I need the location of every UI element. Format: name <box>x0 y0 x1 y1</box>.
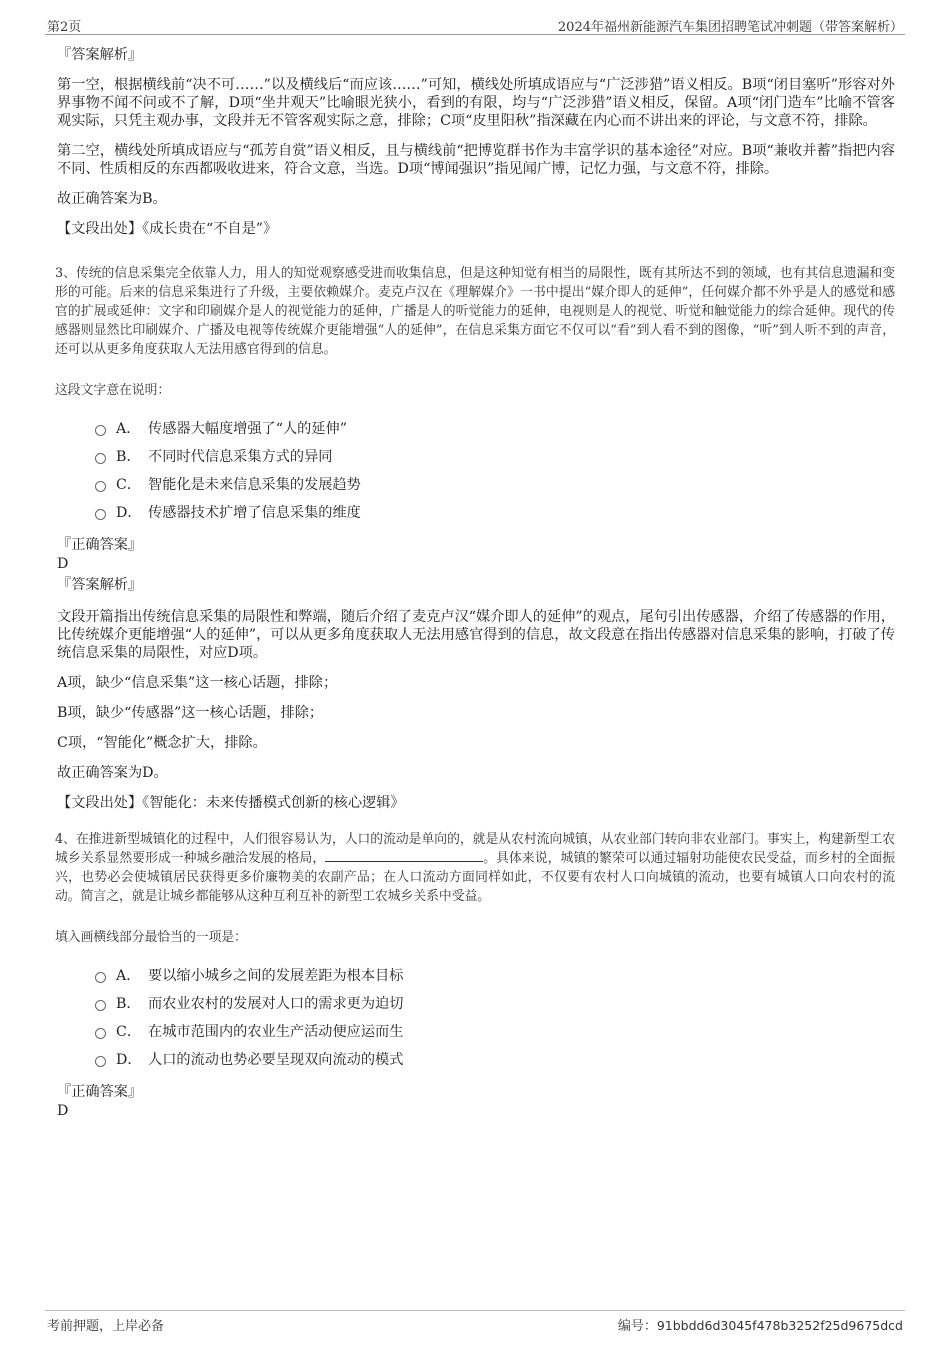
option-d[interactable] <box>95 498 895 526</box>
option-a[interactable] <box>95 961 895 989</box>
question-prompt: 填入画横线部分最恰当的一项是： <box>55 930 247 945</box>
correct-answer: D <box>57 1103 69 1119</box>
option-list <box>95 961 895 1073</box>
question-prompt: 这段文字意在说明： <box>55 383 171 398</box>
option-c[interactable] <box>95 470 895 498</box>
option-letter: D． <box>116 505 142 521</box>
option-d[interactable] <box>95 1045 895 1073</box>
fill-blank <box>325 849 483 862</box>
option-c[interactable] <box>95 1017 895 1045</box>
analysis-paragraph: 第二空，横线处所填成语应与“孤芳自赏”语义相反，且与横线前“把博览群书作为丰富学识的基本途径”对应。B项“兼收并蓄”指把内容不同、性质相反的东西都吸收进来，符合文意，当选。D项“博闻强识”指见闻广博，记忆力强，与文意不符，排除。 <box>57 143 895 177</box>
page-footer <box>45 1310 905 1333</box>
option-letter: B． <box>116 449 141 465</box>
option-text: 在城市范围内的农业生产活动便应运而生 <box>148 1024 404 1040</box>
footer-code <box>618 1315 903 1334</box>
analysis-paragraph: 第一空，根据横线前“决不可……”以及横线后“而应该……”可知，横线处所填成语应与“广泛涉猎”语义相反。B项“闭目塞听”形容对外界事物不闻不问或不了解，D项“坐井观天”比喻眼光狭小，看到的有限，均与“广泛涉猎”语义相反，保留。A项“闭门造车”比喻不管客观实际，只凭主观办事，文段并无不管客观实际之意，排除；C项“皮里阳秋”指深藏在内心而不讲出来的评论，与文意不符，排除。 <box>57 77 895 129</box>
option-letter: D． <box>116 1052 142 1068</box>
radio-icon[interactable] <box>95 1000 106 1011</box>
option-text: 要以缩小城乡之间的发展差距为根本目标 <box>148 968 404 984</box>
option-text: 传感器技术扩增了信息采集的维度 <box>148 505 361 521</box>
code-value: 91bbdd6d3045f478b3252f25d9675dcd <box>656 1318 903 1333</box>
option-a[interactable] <box>95 414 895 442</box>
radio-icon[interactable] <box>95 453 106 464</box>
analysis-paragraph: 故正确答案为D。 <box>57 765 168 781</box>
prev-analysis <box>55 46 895 238</box>
option-text: 人口的流动也势必要呈现双向流动的模式 <box>148 1052 404 1068</box>
question-3 <box>55 264 895 812</box>
radio-icon[interactable] <box>95 1056 106 1067</box>
correct-answer: D <box>57 556 69 572</box>
radio-icon[interactable] <box>95 972 106 983</box>
option-letter: A． <box>116 421 141 437</box>
page-content <box>55 46 895 1123</box>
question-4 <box>55 830 895 1119</box>
option-text: 智能化是未来信息采集的发展趋势 <box>148 477 361 493</box>
passage-source: 【文段出处】《智能化：未来传播模式创新的核心逻辑》 <box>57 795 405 811</box>
footer-slogan: 考前押题，上岸必备 <box>47 1319 165 1334</box>
question-text <box>55 830 895 906</box>
question-text-before: 4、在推进新型城镇化的过程中，人们很容易认为，人口的流动是单向的，就是从农村流向城镇，从农业部门转向非农业部门。事实上，构建新型工农城乡关系显然要形成一种城乡融洽发展的格局， <box>55 832 895 866</box>
radio-icon[interactable] <box>95 481 106 492</box>
document-title: 2024年福州新能源汽车集团招聘笔试冲刺题（带答案解析） <box>557 20 903 35</box>
code-label: 编号： <box>617 1319 657 1334</box>
radio-icon[interactable] <box>95 425 106 436</box>
option-letter: C． <box>116 477 142 493</box>
option-letter: B． <box>116 996 141 1012</box>
radio-icon[interactable] <box>95 509 106 520</box>
question-text: 3、传统的信息采集完全依靠人力，用人的知觉观察感受进而收集信息，但是这种知觉有相当的局限性，既有其所达不到的领域，也有其信息遗漏和变形的可能。后来的信息采集进行了升级，主要依赖媒介。麦克卢汉在《理解媒介》一书中提出“媒介即人的延伸”，任何媒介都不外乎是人的感觉和感官的扩展或延伸：文字和印刷媒介是人的视觉能力的延伸，广播是人的听觉能力的延伸，电视则是人的视觉、听觉和触觉能力的综合延伸。现代的传感器则显然比印刷媒介、广播及电视等传统媒介更能增强“人的延伸”，在信息采集方面它不仅可以“看”到人看不到的图像，“听”到人听不到的声音，还可以从更多角度获取人无法用感官得到的信息。 <box>55 266 895 357</box>
option-b[interactable] <box>95 989 895 1017</box>
passage-source: 【文段出处】《成长贵在“不自是”》 <box>57 221 278 237</box>
analysis-paragraph: 故正确答案为B。 <box>57 191 167 207</box>
analysis-paragraph: 文段开篇指出传统信息采集的局限性和弊端，随后介绍了麦克卢汉“媒介即人的延伸”的观点，尾句引出传感器，介绍了传感器的作用，比传统媒介更能增强“人的延伸”，可以从更多角度获取人无法用感官得到的信息，故文段意在指出传感器对信息采集的影响，打破了传统信息采集的局限性，对应D项。 <box>57 609 895 661</box>
analysis-title: 『答案解析』 <box>57 577 143 593</box>
analysis-paragraph: B项，缺少“传感器”这一核心话题，排除； <box>57 705 324 721</box>
option-text: 不同时代信息采集方式的异同 <box>148 449 333 465</box>
option-letter: C． <box>116 1024 142 1040</box>
q3-analysis <box>55 576 895 812</box>
option-text: 而农业农村的发展对人口的需求更为迫切 <box>148 996 404 1012</box>
correct-answer-title: 『正确答案』 <box>57 1084 143 1100</box>
correct-answer-title: 『正确答案』 <box>57 537 143 553</box>
radio-icon[interactable] <box>95 1028 106 1039</box>
question-text-after: 。具体来说，城镇的繁荣可以通过辐射功能使农民受益，而乡村的全面振兴，也势必会使城镇居民获得更多价廉物美的农副产品；在人口流动方面同样如此，不仅要有农村人口向城镇的流动，也要有城镇人口向农村的流动。简言之，就是让城乡都能够从这种互利互补的新型工农城乡关系中受益。 <box>55 851 896 904</box>
option-list <box>95 414 895 526</box>
analysis-paragraph: A项，缺少“信息采集”这一核心话题，排除； <box>57 675 338 691</box>
analysis-title: 『答案解析』 <box>57 47 143 63</box>
option-b[interactable] <box>95 442 895 470</box>
option-letter: A． <box>116 968 141 984</box>
page-number: 第2页 <box>47 20 82 35</box>
analysis-paragraph: C项，“智能化”概念扩大，排除。 <box>57 735 267 751</box>
option-text: 传感器大幅度增强了“人的延伸” <box>148 421 347 437</box>
page-header <box>45 14 905 35</box>
